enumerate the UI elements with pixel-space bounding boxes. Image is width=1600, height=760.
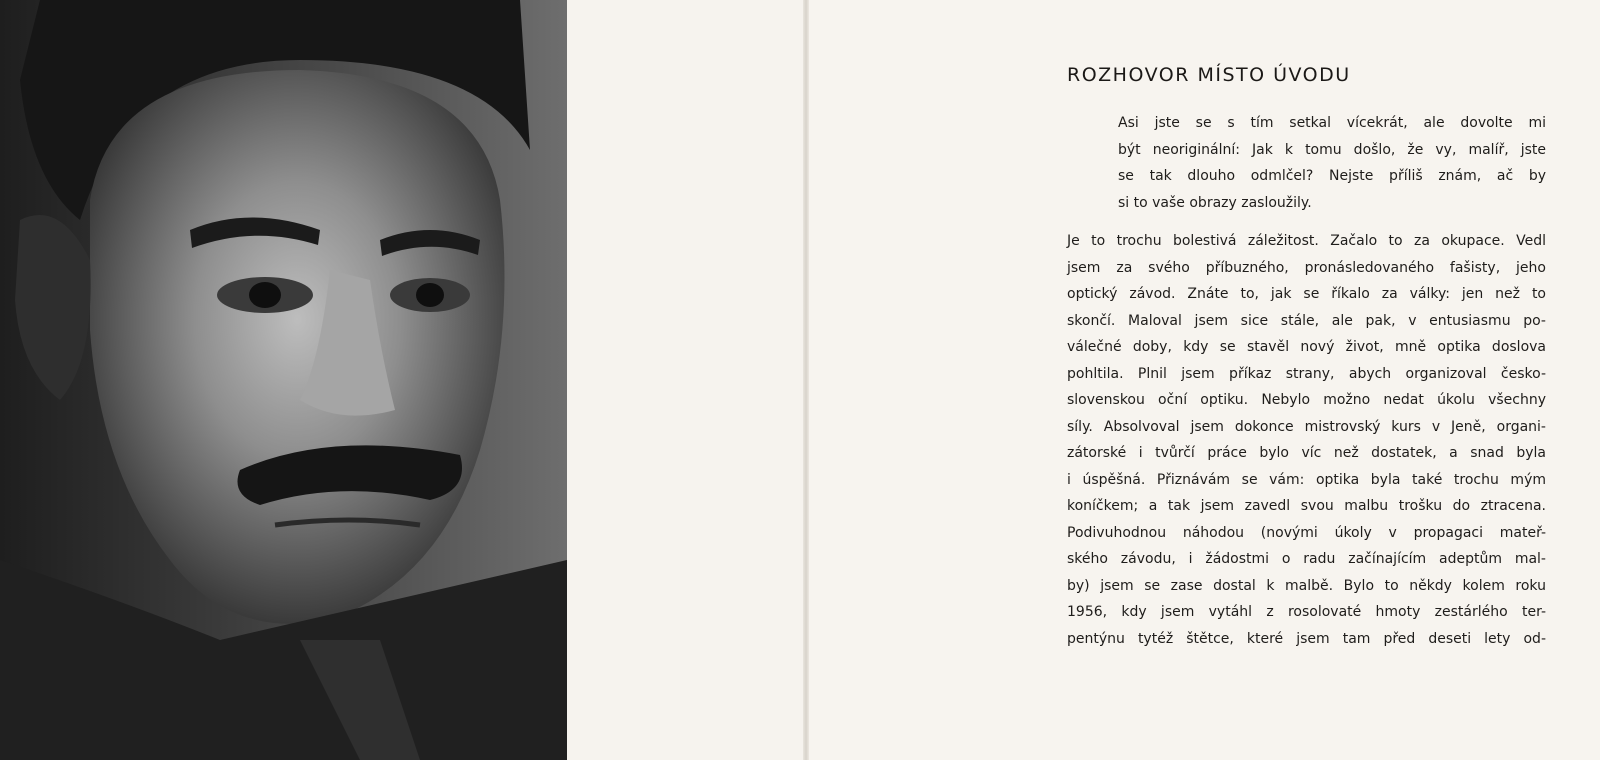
answer-line: koníčkem; a tak jsem zavedl svou malbu trošku do ztracena. xyxy=(1067,498,1546,514)
answer-line: ského závodu, i žádostmi o radu začínajícím adeptům mal- xyxy=(1067,551,1546,567)
answer-line: zátorské i tvůrčí práce bylo víc než dostatek, a snad byla xyxy=(1067,445,1546,461)
answer-line: 1956, kdy jsem vytáhl z rosolovaté hmoty zestárlého ter- xyxy=(1067,604,1546,620)
answer-line: válečné doby, kdy se stavěl nový život, mně optika doslova xyxy=(1067,339,1546,355)
answer-line: jsem za svého příbuzného, pronásledovaného fašisty, jeho xyxy=(1067,259,1546,276)
answer-line: skončí. Maloval jsem sice stále, ale pak, v entusiasmu po- xyxy=(1067,312,1546,329)
answer-line: by) jsem se zase dostal k malbě. Bylo to někdy kolem roku xyxy=(1067,577,1546,594)
answer-line: síly. Absolvoval jsem dokonce mistrovský kurs v Jeně, organi- xyxy=(1067,418,1546,435)
answer-line: optický závod. Znáte to, jak se říkalo za války: jen než to xyxy=(1067,286,1546,302)
question-line: si to vaše obrazy zasloužily. xyxy=(1118,194,1312,211)
answer-line: Podivuhodnou náhodou (novými úkoly v propagaci mateř- xyxy=(1067,524,1546,541)
right-page xyxy=(809,0,1600,760)
article-title: ROZHOVOR MÍSTO ÚVODU xyxy=(1067,64,1351,86)
answer-line: slovenskou oční optiku. Nebylo možno nedat úkolu všechny xyxy=(1067,392,1546,408)
answer-line: pohltila. Plnil jsem příkaz strany, abych organizoval česko- xyxy=(1067,365,1546,382)
question-line: se tak dlouho odmlčel? Nejste příliš znám, ač by xyxy=(1118,168,1546,184)
question-line: být neoriginální: Jak k tomu došlo, že vy, malíř, jste xyxy=(1118,141,1546,158)
portrait-photo xyxy=(0,0,567,760)
answer-line: i úspěšná. Přiznávám se vám: optika byla také trochu mým xyxy=(1067,471,1546,488)
interview-question xyxy=(1118,110,1546,216)
answer-line: pentýnu tytéž štětce, které jsem tam před deseti lety od- xyxy=(1067,630,1546,647)
question-line: Asi jste se s tím setkal vícekrát, ale dovolte mi xyxy=(1118,115,1546,131)
answer-line: Je to trochu bolestivá záležitost. Začalo to za okupace. Vedl xyxy=(1067,233,1546,249)
interview-answer xyxy=(1067,228,1546,652)
portrait-illustration xyxy=(0,0,567,760)
